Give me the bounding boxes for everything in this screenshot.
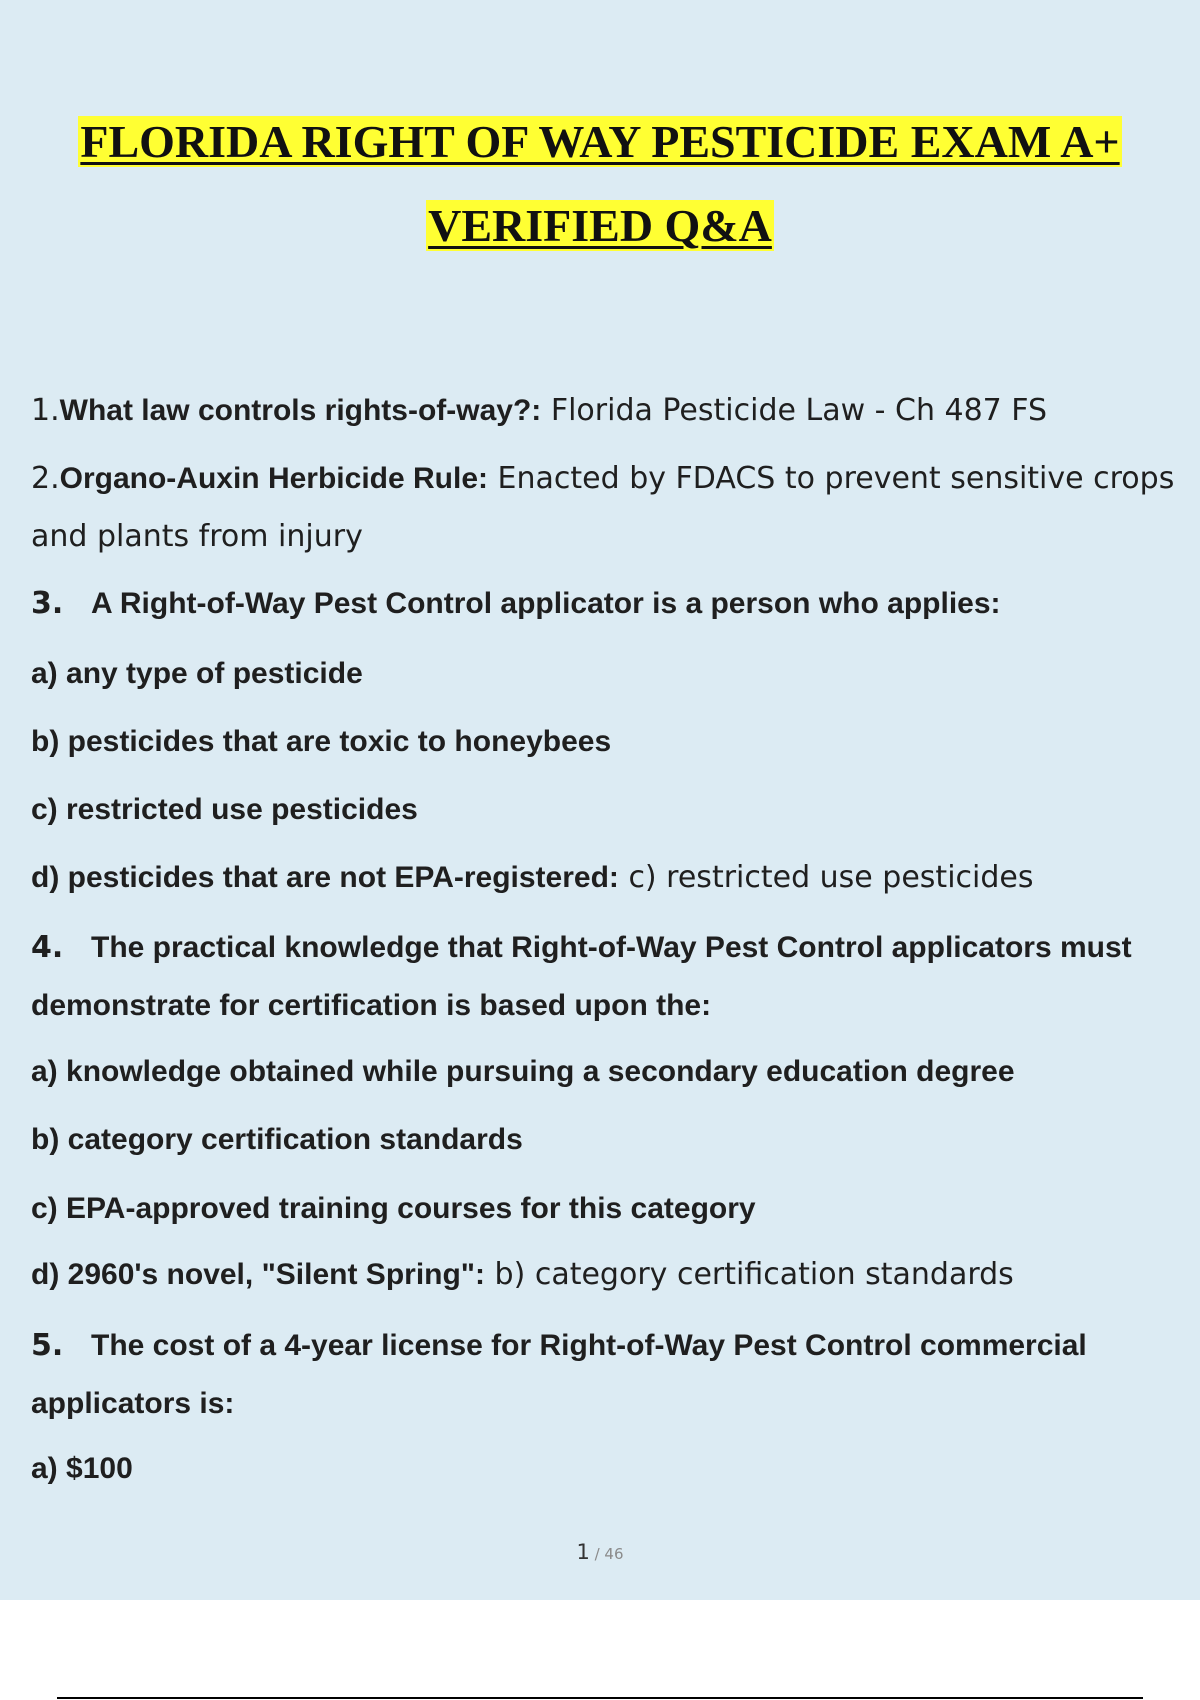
option-a: a) knowledge obtained while pursuing a secondary education degree: [31, 1055, 1015, 1088]
item-number: 3.: [31, 586, 64, 621]
divider: [57, 1697, 1143, 1699]
option-c: c) restricted use pesticides: [31, 793, 418, 826]
qa-item-1: [31, 381, 1176, 439]
item-number: 1.: [31, 393, 60, 428]
option-a: a) any type of pesticide: [31, 657, 363, 690]
question-text: Organo-Auxin Herbicide Rule:: [59, 462, 489, 495]
option-c: c) EPA-approved training courses for this category: [31, 1192, 756, 1225]
total-pages: / 46: [589, 1545, 624, 1563]
question-text: The practical knowledge that Right-of-Way Pest Control applicators must demonstrate for certification is based upon the:: [31, 931, 1132, 1022]
answer-text: Florida Pesticide Law - Ch 487 FS: [541, 393, 1048, 428]
document-title: [0, 100, 1200, 268]
title-line-2: VERIFIED Q&A: [428, 200, 772, 251]
question-text: A Right-of-Way Pest Control applicator is a person who applies:: [91, 587, 1001, 620]
option-b: b) category certification standards: [31, 1123, 523, 1156]
title-line-1: FLORIDA RIGHT OF WAY PESTICIDE EXAM A+: [80, 116, 1120, 167]
option-a: a) $100: [31, 1452, 133, 1485]
qa-item-2: [31, 449, 1176, 565]
answer-text: Enacted by FDACS to prevent sensitive crops and plants from injury: [31, 461, 1175, 554]
current-page: 1: [576, 1540, 590, 1564]
item-number: 4.: [31, 930, 64, 965]
page-indicator: [0, 1540, 1200, 1564]
question-text: What law controls rights-of-way?:: [59, 394, 542, 427]
item-number: 5.: [31, 1328, 64, 1363]
option-d-with-answer: [31, 848, 1176, 906]
qa-item-5: [31, 1316, 1176, 1432]
answer-text: c) restricted use pesticides: [618, 860, 1034, 895]
option-d: d) 2960's novel, "Silent Spring":: [31, 1258, 486, 1291]
qa-item-3: [31, 574, 1176, 632]
question-text: The cost of a 4-year license for Right-of-Way Pest Control commercial applicators is:: [31, 1329, 1087, 1420]
qa-item-4: [31, 918, 1176, 1034]
item-number: 2.: [31, 461, 60, 496]
option-d-with-answer: [31, 1245, 1176, 1303]
option-b: b) pesticides that are toxic to honeybees: [31, 725, 612, 758]
option-d: d) pesticides that are not EPA-registered:: [31, 861, 619, 894]
answer-text: b) category certification standards: [485, 1257, 1014, 1292]
